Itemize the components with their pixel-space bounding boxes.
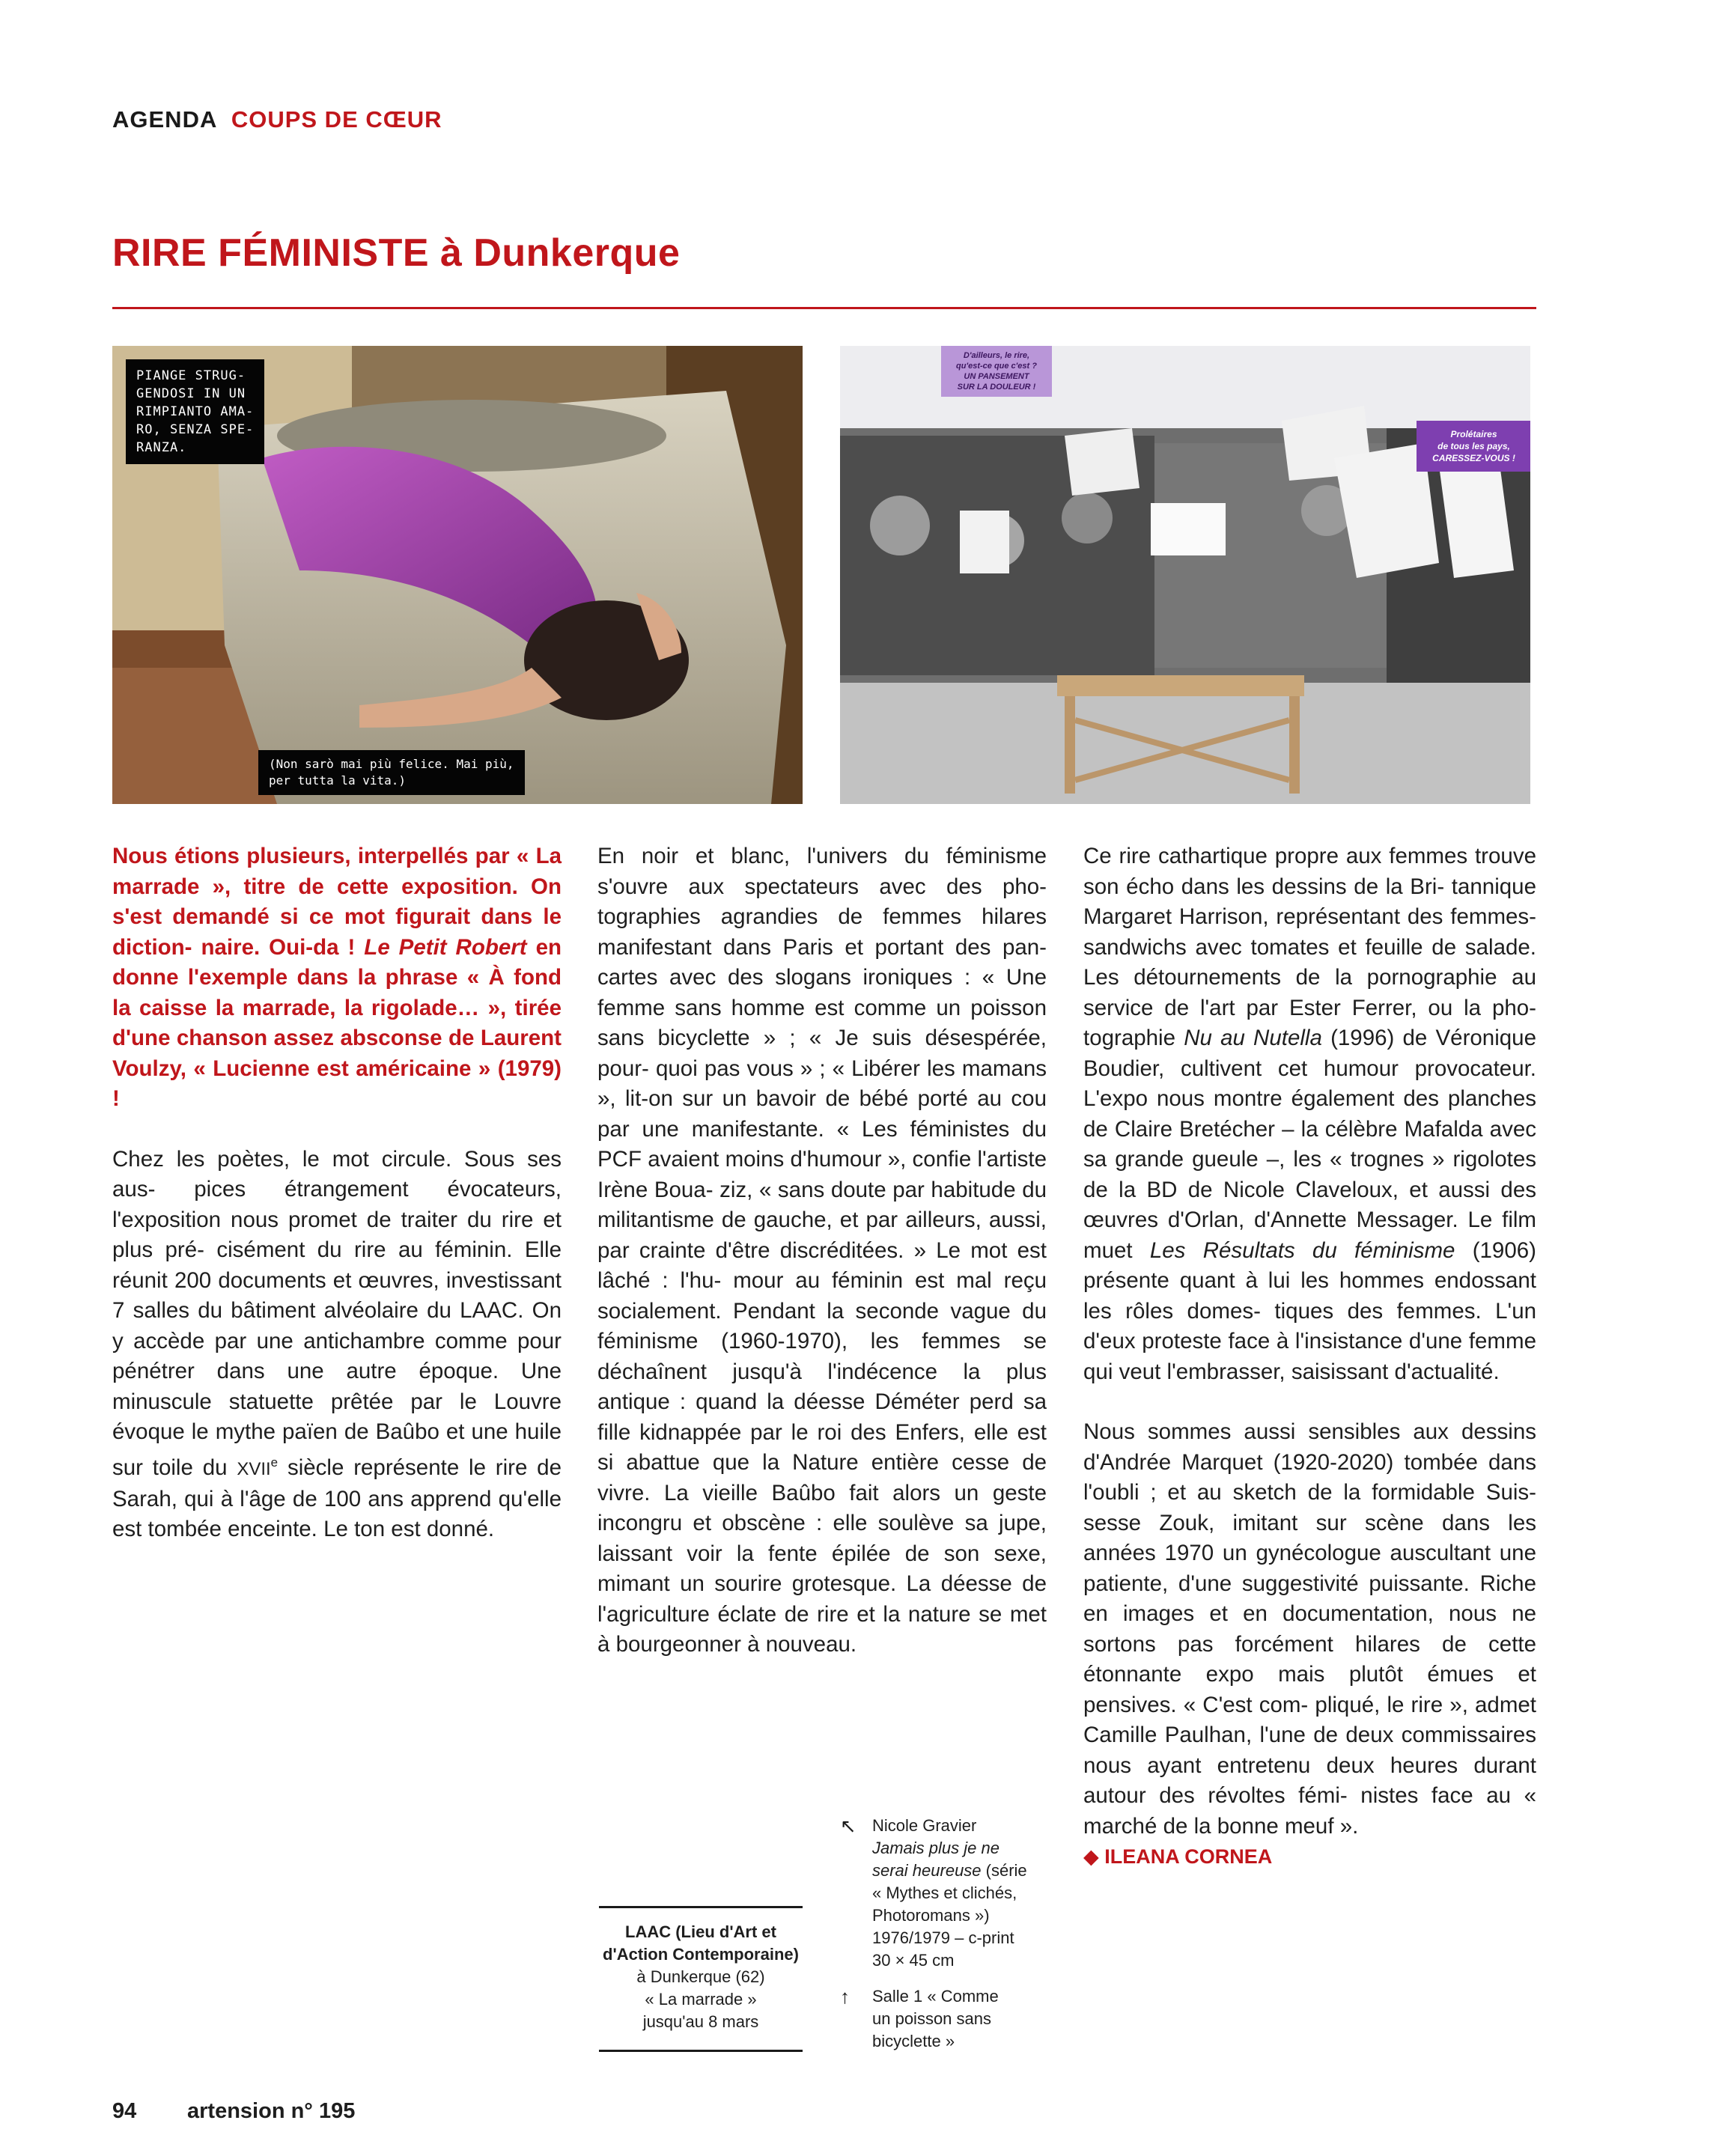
diamond-icon: ◆ — [1083, 1845, 1099, 1868]
caption-photo-1: Nicole Gravier Jamais plus je ne serai heureuse (série « Mythes et clichés, Photoromans ») 1976/1979 – c-print 30 × 45 cm — [872, 1815, 1067, 1972]
article-column-3 — [1083, 841, 1536, 1872]
photo-exhibition-room-illustration — [840, 346, 1530, 804]
section-kicker — [112, 106, 442, 133]
purple-sign-right: Prolétaires de tous les pays, CARESSEZ-VOUS ! — [1417, 421, 1530, 472]
page-number: 94 — [112, 2099, 137, 2123]
body-paragraph: Ce rire cathartique propre aux femmes trouve son écho dans les dessins de la Bri- tannique Margaret Harrison, représentant des femmes-sandwichs avec tomates et feuille de salade. Les détournements de la pornographie au service de l'art par Ester Ferrer, ou la pho- tographie Nu au Nutella (1996) de Véronique Boudier, cultivent cet humour provocateur. L'expo nous montre également des planches de Claire Bretécher – la célèbre Mafalda avec sa grande gueule –, les « trognes » rigolotes de la BD de Nicole Claveloux, et aussi des œuvres d'Orlan, d'Annette Messager. Le film muet Les Résultats du féminisme (1906) présente quant à lui les hommes endossant les rôles domes- tiques des femmes. L'un d'eux proteste face à l'insistance d'une femme qui veut l'embrasser, saisissant d'actualité. — [1083, 844, 1537, 1384]
author-name: ILEANA CORNEA — [1104, 1845, 1273, 1868]
purple-sign-top: D'ailleurs, le rire, qu'est-ce que c'est ? UN PANSEMENT SUR LA DOULEUR ! — [941, 346, 1052, 397]
infobox-title: LAAC (Lieu d'Art et — [625, 1922, 776, 1941]
body-paragraph: Chez les poètes, le mot circule. Sous ses aus- pices étrangement évocateurs, l'exposition nous promet de traiter du rire et plus pré- cisément du rire au féminin. Elle réunit 200 documents et œuvres, investissant 7 salles du bâtiment alvéolaire du LAAC. On y accède par une antichambre comme pour pénétrer dans une autre époque. Une minuscule statuette prêtée par le Louvre évoque le mythe païen de Baûbo et une huile sur toile du XVIIe siècle représente le rire de Sarah, qui à l'âge de 100 ans apprend qu'elle est tombée enceinte. Le ton est donné. — [112, 1146, 562, 1542]
lede-paragraph: Nous étions plusieurs, interpellés par « La marrade », titre de cette exposition. On s'est demandé si ce mot figurait dans le diction- naire. Oui-da ! Le Petit Robert en donne l'exemple dans la phrase « À fond la caisse la marrade, la rigolade… », tirée d'une chanson assez absconse de Laurent Voulzy, « Lucienne est américaine » (1979) ! — [112, 844, 562, 1111]
arrow-up-left-icon: ↖ — [840, 1815, 856, 1837]
infobox-dates: jusqu'au 8 mars — [642, 2012, 759, 2031]
headline-rule — [112, 307, 1536, 309]
subsection-label: COUPS DE CŒUR — [231, 106, 442, 133]
author-signature — [1083, 1842, 1536, 1872]
infobox-location: à Dunkerque (62) — [636, 1967, 765, 1986]
body-paragraph: En noir et blanc, l'univers du féminisme s'ouvre aux spectateurs avec des pho- tographies agrandies de femmes hilares manifestant dans Paris et portant des pan- cartes avec des slogans ironiques : « Une femme sans homme est comme un poisson sans bicyclette » ; « Je suis désespérée, pour- quoi pas vous » ; « Libérer les mamans », lit-on sur un bavoir de bébé porté au cou par une manifestante. « Les féministes du PCF avaient moins d'humour », confie l'artiste Irène Boua- ziz, « sans doute par habitude du militantisme de gauche, et par ailleurs, aussi, par crainte d'être discréditées. » Le mot est lâché : l'hu- mour au féminin est mal reçu socialement. Pendant la seconde vague du féminisme (1960-1970), les femmes se déchaînent jusqu'à l'indécence la plus antique : quand la déesse Déméter perd sa fille kidnappée par le roi des Enfers, elle est si abattue que la Nature entière cesse de vivre. La vieille Baûbo fait alors un geste incongru et obscène : elle soulève sa jupe, laissant voir la fente épilée de son sexe, mimant un sourire grotesque. La déesse de l'agriculture éclate de rire et la nature se met à bourgeonner à nouveau. — [597, 844, 1047, 1657]
infobox-exhibition-name: « La marrade » — [645, 1990, 757, 2009]
photo-exhibition-room — [840, 346, 1530, 804]
infobox-rule-top — [599, 1906, 803, 1908]
caption-artist: Nicole Gravier — [872, 1816, 977, 1835]
caption-photo-2: Salle 1 « Comme un poisson sans bicyclette » — [872, 1987, 999, 2050]
article-headline: RIRE FÉMINISTE à Dunkerque — [112, 231, 681, 275]
magazine-issue: artension n° 195 — [187, 2099, 356, 2123]
article-column-2 — [597, 841, 1047, 1660]
exhibition-infobox: LAAC (Lieu d'Art et d'Action Contemporaine) à Dunkerque (62) « La marrade » jusqu'au 8 mars — [599, 1921, 803, 2033]
photo-woman-on-bed — [112, 346, 803, 804]
infobox-rule-bottom — [599, 2050, 803, 2052]
comic-bubble-bottom: (Non sarò mai più felice. Mai più, per tutta la vita.) — [258, 750, 525, 795]
body-paragraph: Nous sommes aussi sensibles aux dessins d'Andrée Marquet (1920-2020) tombée dans l'oubli ; et au sketch de la formidable Suis- sesse Zouk, imitant sur scène dans les années 1970 un gynécologue auscultant une patiente, d'une suggestivité puissante. Riche en images et en documentation, nous ne sortons pas forcément hilares de cette étonnante expo mais plutôt émues et pensives. « C'est com- pliqué, le rire », admet Camille Paulhan, l'une de deux commissaires nous ayant entretenu deux heures durant autour des révoltes fémi- nistes face au « marché de la bonne meuf ». — [1083, 1419, 1537, 1839]
comic-bubble-top: PIANGE STRUG- GENDOSI IN UN RIMPIANTO AMA- RO, SENZA SPE- RANZA. — [126, 359, 264, 464]
article-column-1 — [112, 841, 562, 1545]
section-label: AGENDA — [112, 106, 217, 133]
arrow-up-icon: ↑ — [840, 1985, 850, 2008]
